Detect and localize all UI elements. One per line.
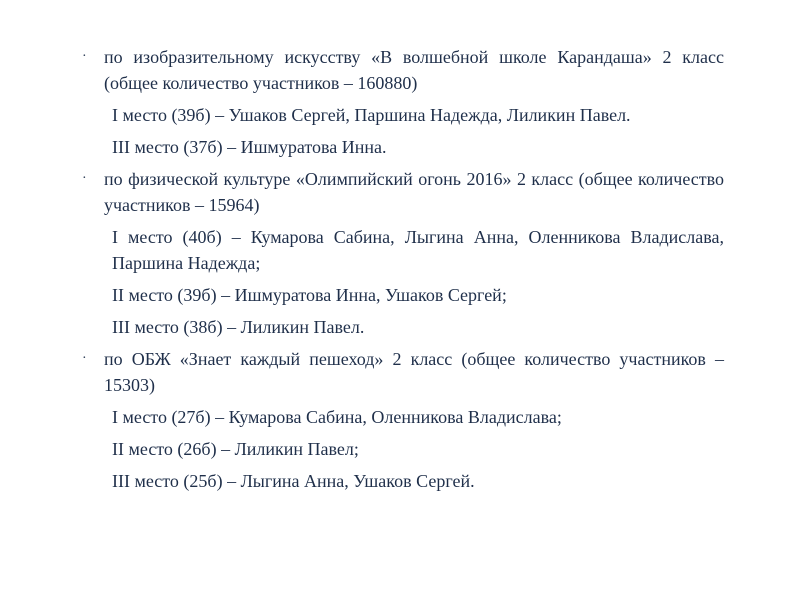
slide-content bbox=[76, 44, 724, 494]
section-art bbox=[76, 44, 724, 96]
place-line: II место (26б) – Лиликин Павел; bbox=[112, 439, 359, 459]
bullet-marker: · bbox=[82, 171, 87, 186]
section-safety bbox=[76, 346, 724, 398]
section-heading: по физической культуре «Олимпийский огонь 2016» 2 класс (общее количество участников – 15964) bbox=[104, 169, 724, 215]
place-line: I место (39б) – Ушаков Сергей, Паршина Надежда, Лиликин Павел. bbox=[112, 105, 631, 125]
place-line: I место (40б) – Кумарова Сабина, Лыгина Анна, Оленникова Владислава, Паршина Надежда; bbox=[112, 227, 724, 273]
section-heading: по изобразительному искусству «В волшебной школе Карандаша» 2 класс (общее количество участников – 160880) bbox=[104, 47, 724, 93]
place-line: I место (27б) – Кумарова Сабина, Оленникова Владислава; bbox=[112, 407, 562, 427]
place-line: II место (39б) – Ишмуратова Инна, Ушаков Сергей; bbox=[112, 285, 507, 305]
section-physical-education bbox=[76, 166, 724, 218]
section-heading: по ОБЖ «Знает каждый пешеход» 2 класс (общее количество участников – 15303) bbox=[104, 349, 724, 395]
place-line: III место (25б) – Лыгина Анна, Ушаков Сергей. bbox=[112, 471, 475, 491]
bullet-marker: · bbox=[82, 49, 87, 64]
place-line: III место (37б) – Ишмуратова Инна. bbox=[112, 137, 387, 157]
bullet-marker: · bbox=[82, 351, 87, 366]
place-line: III место (38б) – Лиликин Павел. bbox=[112, 317, 365, 337]
